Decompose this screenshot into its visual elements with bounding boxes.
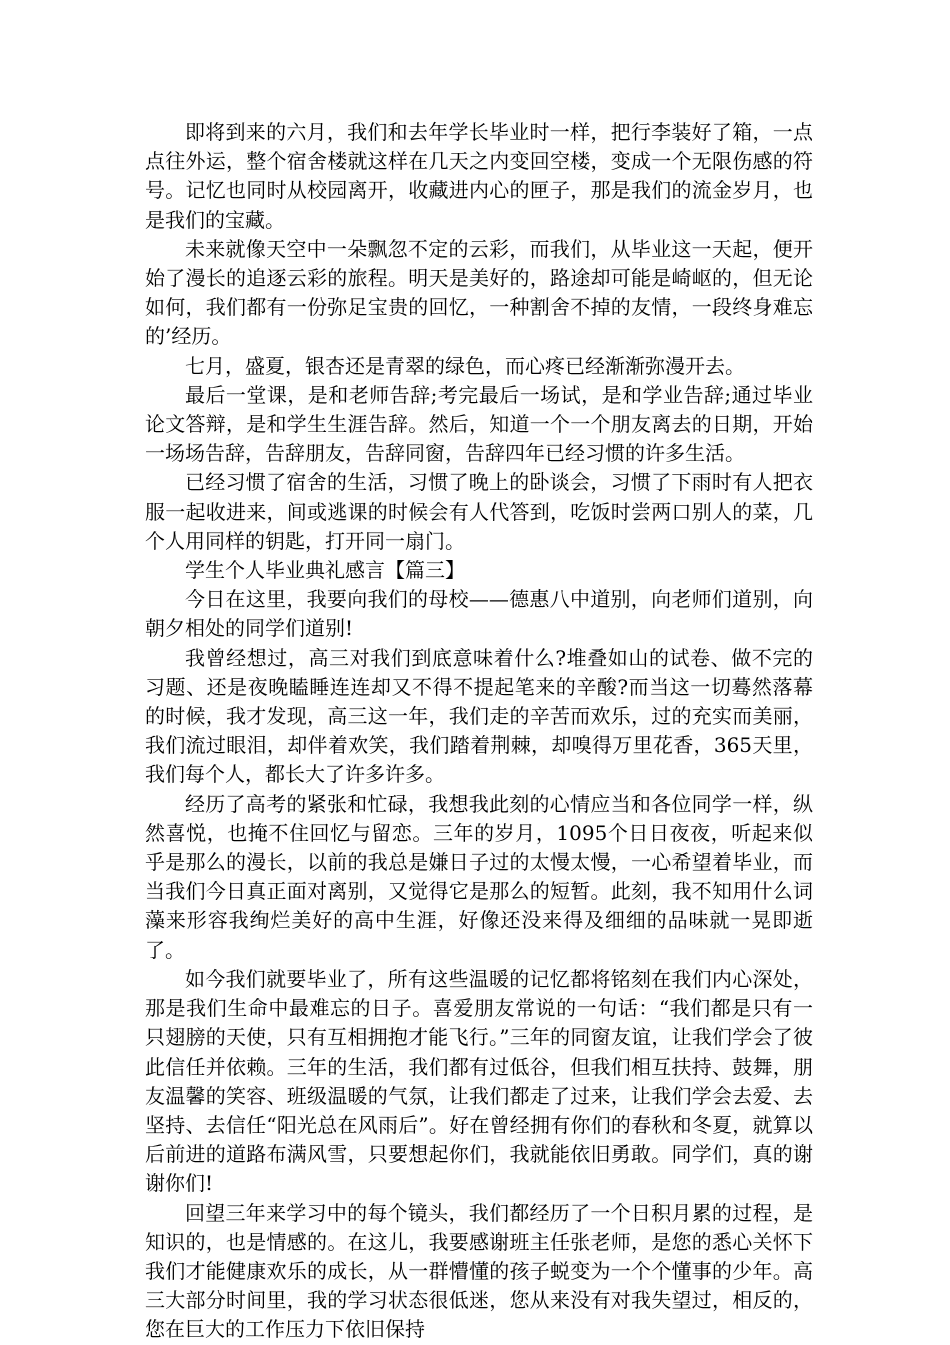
paragraph: 如今我们就要毕业了，所有这些温暖的记忆都将铭刻在我们内心深处，那是我们生命中最难忘的日子。喜爱朋友常说的一句话：“我们都是只有一只翅膀的天使，只有互相拥抱才能飞行。”三年的同窗友谊，让我们学会了彼此信任并依赖。三年的生活，我们都有过低谷，但我们相互扶持、鼓舞，朋友温馨的笑容、班级温暖的气氛，让我们都走了过来，让我们学会去爱、去坚持、去信任“阳光总在风雨后”。好在曾经拥有你们的春秋和冬夏，就算以后前进的道路布满风雪，只要想起你们，我就能依旧勇敢。同学们，真的谢谢你们! — [145, 966, 813, 1196]
paragraph: 最后一堂课，是和老师告辞;考完最后一场试，是和学业告辞;通过毕业论文答辩，是和学生生涯告辞。然后，知道一个一个朋友离去的日期，开始一场场告辞，告辞朋友，告辞同窗，告辞四年已经习惯的许多生活。 — [145, 382, 813, 466]
paragraph: 我曾经想过，高三对我们到底意味着什么?堆叠如山的试卷、做不完的习题、还是夜晚瞌睡连连却又不得不提起笔来的辛酸?而当这一切蓦然落幕的时候，我才发现，高三这一年，我们走的辛苦而欢乐，过的充实而美丽，我们流过眼泪，却伴着欢笑，我们踏着荆棘，却嗅得万里花香，365天里，我们每个人，都长大了许多许多。 — [145, 645, 813, 787]
paragraph: 未来就像天空中一朵飘忽不定的云彩，而我们，从毕业这一天起，便开始了漫长的追逐云彩的旅程。明天是美好的，路途却可能是崎岖的，但无论如何，我们都有一份弥足宝贵的回忆，一种割舍不掉的友情，一段终身难忘的’经历。 — [145, 236, 813, 349]
paragraph: 已经习惯了宿舍的生活，习惯了晚上的卧谈会，习惯了下雨时有人把衣服一起收进来，间或逃课的时候会有人代答到，吃饭时尝两口别人的菜，几个人用同样的钥匙，打开同一扇门。 — [145, 470, 813, 553]
paragraph: 回望三年来学习中的每个镜头，我们都经历了一个日积月累的过程，是知识的，也是情感的。在这儿，我要感谢班主任张老师，是您的悉心关怀下我们才能健康欢乐的成长，从一群懵懂的孩子蜕变为一个个懂事的少年。高三大部分时间里，我的学习状态很低迷，您从来没有对我失望过，相反的，您在巨大的工作压力下依旧保持 — [145, 1200, 813, 1342]
paragraph: 经历了高考的紧张和忙碌，我想我此刻的心情应当和各位同学一样，纵然喜悦，也掩不住回忆与留恋。三年的岁月，1095个日日夜夜，听起来似乎是那么的漫长，以前的我总是嫌日子过的太慢太慢，一心希望着毕业，而当我们今日真正面对离别，又觉得它是那么的短暂。此刻，我不知用什么词藻来形容我绚烂美好的高中生涯，好像还没来得及细细的品味就一晃即逝了。 — [145, 791, 813, 962]
paragraph: 即将到来的六月，我们和去年学长毕业时一样，把行李装好了箱，一点点往外运，整个宿舍楼就这样在几天之内变回空楼，变成一个无限伤感的符号。记忆也同时从校园离开，收藏进内心的匣子，那是我们的流金岁月，也是我们的宝藏。 — [145, 120, 813, 232]
paragraph: 七月，盛夏，银杏还是青翠的绿色，而心疼已经渐渐弥漫开去。 — [185, 353, 745, 378]
document-page — [145, 118, 813, 1345]
section-heading: 学生个人毕业典礼感言【篇三】 — [185, 558, 465, 583]
paragraph: 今日在这里，我要向我们的母校——德惠八中道别，向老师们道别，向朝夕相处的同学们道别! — [145, 587, 813, 641]
